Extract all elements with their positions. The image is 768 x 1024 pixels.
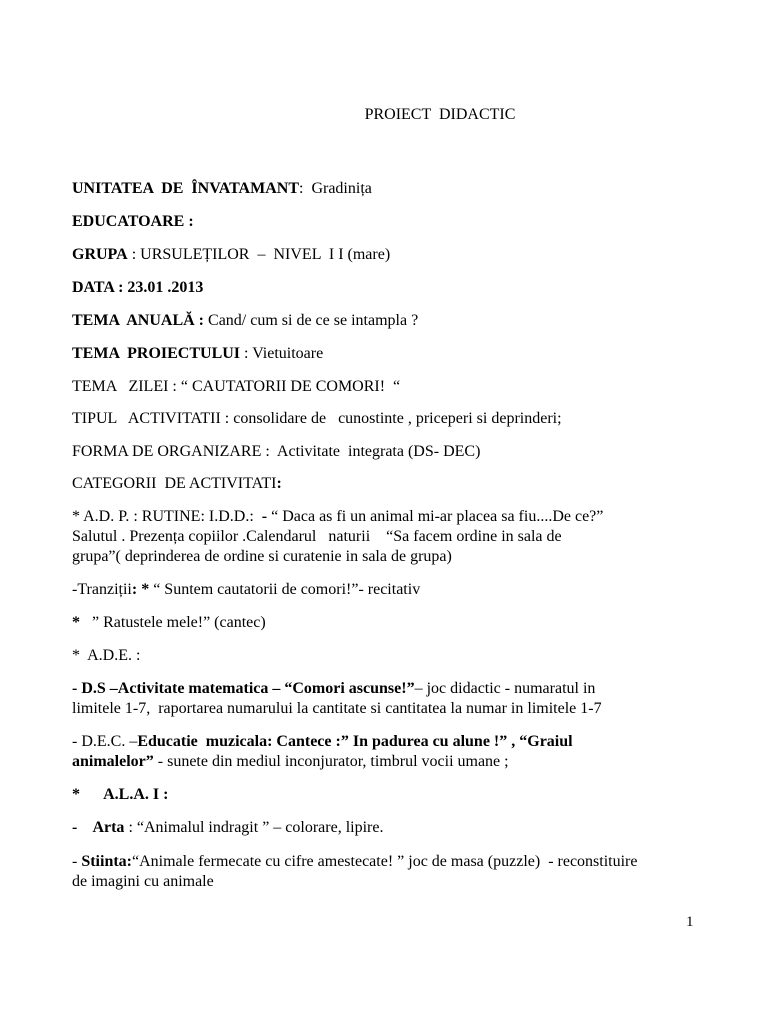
line-grupa: GRUPA : URSULEȚILOR – NIVEL I I (mare): [72, 246, 391, 263]
line-adp: * A.D. P. : RUTINE: I.D.D.: - “ Daca as fi un animal mi-ar placea sa fiu....De ce?”: [72, 508, 604, 525]
line-imagini: de imagini cu animale: [72, 873, 214, 890]
line-tranzitii: -Tranziții: * “ Suntem cautatorii de comori!”- recitativ: [72, 581, 421, 598]
line-educatoare: EDUCATOARE :: [72, 213, 194, 230]
line-ds: - D.S –Activitate matematica – “Comori ascunse!”– joc didactic - numaratul in: [72, 680, 596, 697]
line-stiinta: - Stiinta:“Animale fermecate cu cifre amestecate! ” joc de masa (puzzle) - reconstituire: [72, 853, 638, 870]
line-arta: - Arta : “Animalul indragit ” – colorare, lipire.: [72, 819, 384, 836]
line-data: DATA : 23.01 .2013: [72, 279, 204, 296]
line-tema-proiectului: TEMA PROIECTULUI : Vietuitoare: [72, 345, 324, 362]
line-animalelor: animalelor” - sunete din mediul inconjurator, timbrul vocii umane ;: [72, 753, 509, 770]
line-tipul-activitatii: TIPUL ACTIVITATII : consolidare de cunostinte , priceperi si deprinderi;: [72, 410, 562, 427]
line-forma-organizare: FORMA DE ORGANIZARE : Activitate integrata (DS- DEC): [72, 443, 481, 460]
line-ratustele: * ” Ratustele mele!” (cantec): [72, 614, 266, 631]
line-dec: - D.E.C. –Educatie muzicala: Cantece :” In padurea cu alune !” , “Graiul: [72, 733, 573, 750]
line-categorii: CATEGORII DE ACTIVITATI:: [72, 475, 282, 492]
line-grupa-ordine: grupa”( deprinderea de ordine si curatenie in sala de grupa): [72, 548, 452, 565]
document-title: PROIECT DIDACTIC: [364, 106, 516, 123]
line-tema-anuala: TEMA ANUALĂ : Cand/ cum si de ce se intampla ?: [72, 312, 419, 329]
line-unitatea: UNITATEA DE ÎNVATAMANT: Gradinița: [72, 180, 372, 197]
line-limitele: limitele 1-7, raportarea numarului la cantitate si cantitatea la numar in limitele 1-7: [72, 700, 602, 717]
page-number: 1: [686, 914, 694, 930]
line-tema-zilei: TEMA ZILEI : “ CAUTATORII DE COMORI! “: [72, 378, 401, 395]
line-salutul: Salutul . Prezența copiilor .Calendarul naturii “Sa facem ordine in sala de: [72, 528, 562, 545]
line-ade: * A.D.E. :: [72, 647, 141, 664]
line-ala: * A.L.A. I :: [72, 786, 169, 803]
